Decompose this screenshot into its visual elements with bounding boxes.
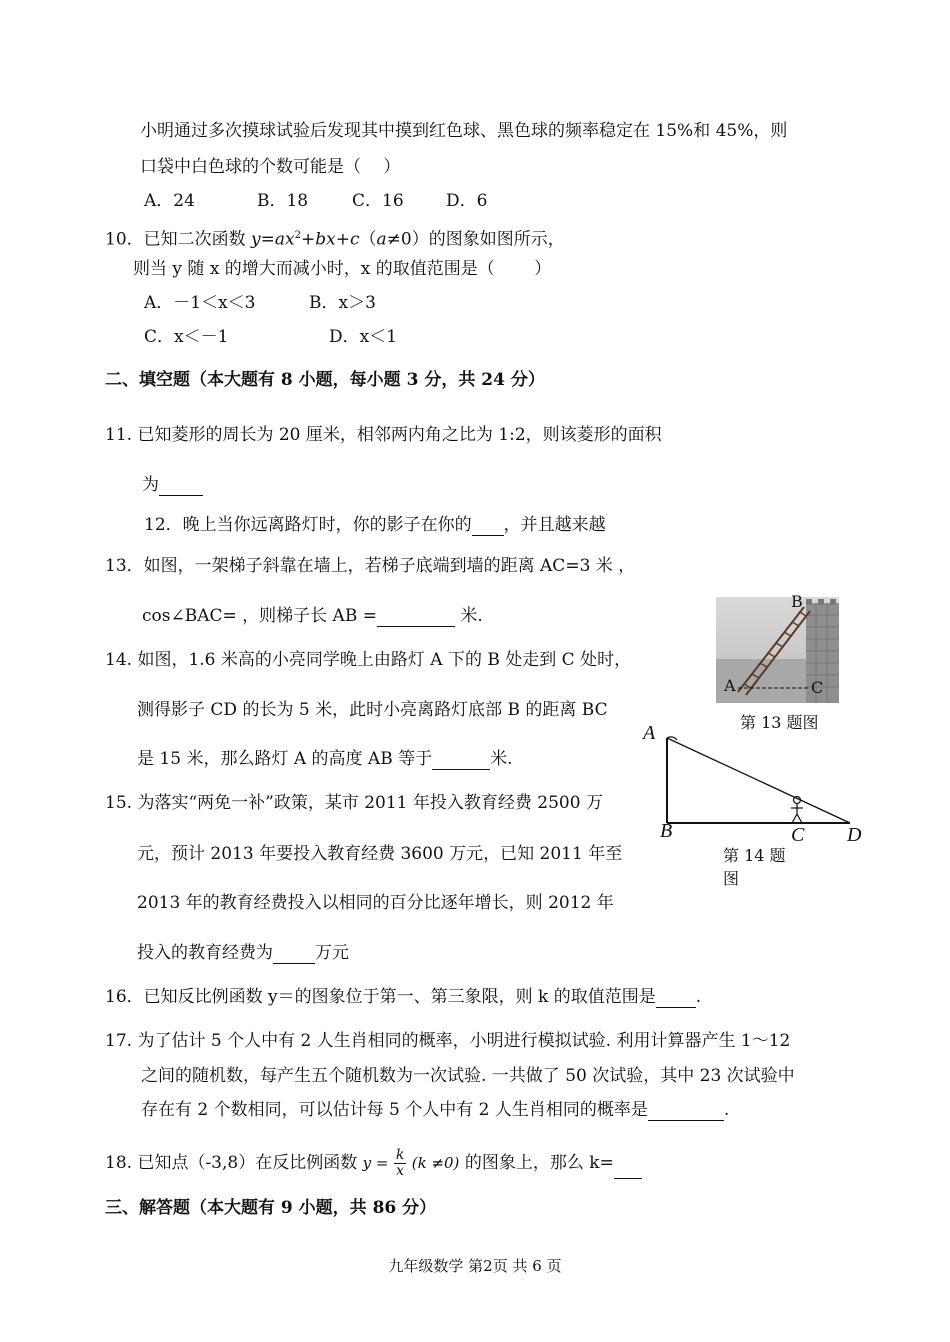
q9-line2: 口袋中白色球的个数可能是（ ）	[140, 157, 401, 177]
q17-suffix: .	[723, 1100, 730, 1120]
q18-suffix: 的图象上，那么 k=	[464, 1153, 614, 1173]
q15-line2: 元，预计 2013 年要投入教育经费 3600 万元，已知 2011 年至	[137, 844, 623, 864]
q15-prefix: 投入的教育经费为	[137, 943, 273, 963]
q10-option-a: A．－1＜x＜3	[144, 293, 256, 313]
q13-answer-blank	[377, 610, 455, 627]
q10-number: 10．	[105, 229, 144, 250]
fig13-label-c: C	[811, 678, 824, 697]
q10-func-eq: =	[260, 229, 275, 250]
q10-func-exponent: 2	[294, 230, 302, 241]
q13-prefix: cos∠BAC= ，则梯子长 AB =	[142, 606, 377, 626]
fig14-label-c: C	[791, 824, 805, 846]
q17-line3	[141, 1099, 729, 1121]
q10-cond-rest: ≠0）的图象如图所示，	[386, 229, 565, 250]
q11-prefix: 为	[142, 475, 159, 495]
q16-answer-blank	[656, 991, 696, 1008]
figure-14-diagram	[655, 728, 855, 828]
q10-prefix: 已知二次函数	[143, 229, 252, 250]
q12-suffix: ，并且越来越	[503, 515, 606, 535]
q16-line	[105, 986, 701, 1008]
q13-line1: 13．如图，一架梯子斜靠在墙上，若梯子底端到墙的距离 AC=3 米 ，	[105, 556, 636, 576]
q18-fraction	[394, 1148, 406, 1179]
section3-heading: 三、解答题（本大题有 9 小题，共 86 分）	[105, 1198, 437, 1218]
fig14-caption-line1: 第 14 题	[723, 846, 786, 865]
q9-option-d: D．6	[446, 191, 488, 211]
fig13-caption: 第 13 题图	[740, 713, 819, 732]
q15-line3: 2013 年的教育经费投入以相同的百分比逐年增长，则 2012 年	[137, 893, 614, 913]
q18-eq-lhs: y =	[362, 1154, 389, 1172]
fig14-label-b: B	[660, 820, 673, 842]
q15-answer-blank	[273, 947, 315, 964]
q11-line2	[142, 474, 203, 496]
q12-prefix: 12．晚上当你远离路灯时，你的影子在你的	[144, 515, 472, 535]
q12-answer-blank	[472, 519, 504, 536]
q15-line4	[137, 942, 349, 964]
q18-condition: (k ≠0)	[411, 1154, 460, 1172]
q10-cond-a: a	[376, 229, 387, 250]
fig13-label-a: A	[724, 676, 736, 695]
q10-cond-open: （	[359, 229, 377, 250]
q14-prefix: 是 15 米，那么路灯 A 的高度 AB 等于	[137, 749, 433, 769]
q10-option-d: D．x＜1	[329, 327, 398, 347]
q9-option-c: C．16	[352, 191, 404, 211]
q14-suffix: 米.	[490, 749, 513, 769]
fig14-label-a: A	[643, 722, 656, 744]
q15-suffix: 万元	[315, 943, 349, 963]
q11-line1: 11. 已知菱形的周长为 20 厘米，相邻两内角之比为 1:2，则该菱形的面积	[105, 425, 662, 445]
q18-line	[105, 1148, 642, 1179]
fig14-label-d: D	[847, 824, 862, 846]
q10-line1	[105, 225, 565, 251]
fig14-caption-line2: 图	[723, 869, 740, 888]
q17-line2: 之间的随机数，每产生五个随机数为一次试验. 一共做了 50 次试验，其中 23 次试验中	[141, 1066, 795, 1086]
q18-prefix: 18. 已知点（-3,8）在反比例函数	[105, 1153, 358, 1173]
q17-answer-blank	[648, 1104, 724, 1121]
q17-line1: 17. 为了估计 5 个人中有 2 人生肖相同的概率，小明进行模拟试验. 利用计算器产生 1～12	[105, 1031, 791, 1051]
q16-suffix: .	[695, 987, 702, 1007]
q10-func-a: ax	[274, 229, 295, 250]
q10-line2: 则当 y 随 x 的增大而减小时，x 的取值范围是（ ）	[133, 259, 552, 279]
q13-suffix: 米.	[454, 606, 483, 626]
q9-line1: 小明通过多次摸球试验后发现其中摸到红色球、黑色球的频率稳定在 15%和 45%，则	[140, 121, 788, 141]
q9-option-b: B．18	[257, 191, 309, 211]
q11-answer-blank	[159, 479, 203, 496]
q14-answer-blank	[432, 753, 490, 770]
q15-line1: 15. 为落实“两免一补”政策，某市 2011 年投入教育经费 2500 万	[105, 793, 603, 813]
q9-option-a: A．24	[144, 191, 195, 211]
q12-line	[144, 514, 606, 536]
q17-prefix: 存在有 2 个数相同，可以估计每 5 个人中有 2 人生肖相同的概率是	[141, 1100, 648, 1120]
page-footer: 九年级数学 第2页 共 6 页	[388, 1257, 562, 1275]
q18-answer-blank	[614, 1162, 642, 1179]
q16-prefix: 16．已知反比例函数 y＝的图象位于第一、第三象限，则 k 的取值范围是	[105, 987, 656, 1007]
q10-option-b: B．x＞3	[309, 293, 376, 313]
q10-func-y: y	[251, 229, 261, 250]
q13-line2	[142, 605, 483, 627]
q18-numerator: k	[395, 1147, 405, 1163]
q10-func-rest: +bx+c	[301, 229, 360, 250]
q14-line1: 14. 如图，1.6 米高的小亮同学晚上由路灯 A 下的 B 处走到 C 处时，	[105, 650, 632, 670]
q14-line3	[137, 748, 513, 770]
q10-option-c: C．x＜－1	[144, 327, 229, 347]
q18-denominator: x	[396, 1163, 405, 1179]
fig13-label-b: B	[791, 592, 803, 611]
q14-line2: 测得影子 CD 的长为 5 米，此时小亮离路灯底部 B 的距离 BC	[137, 700, 608, 720]
section2-heading: 二、填空题（本大题有 8 小题，每小题 3 分，共 24 分）	[105, 370, 545, 390]
